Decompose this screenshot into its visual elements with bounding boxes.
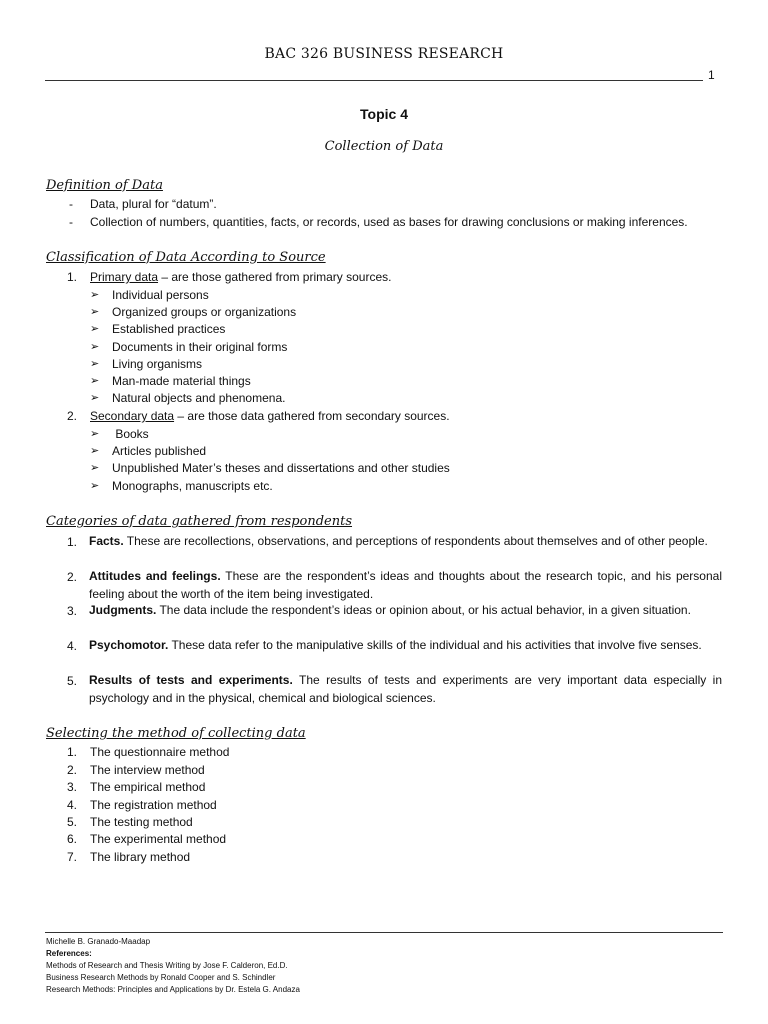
arrow-bullet-icon: ➢ <box>90 462 100 474</box>
list-item: Natural objects and phenomena. <box>112 391 286 405</box>
list-item: The questionnaire method <box>90 745 230 759</box>
arrow-bullet-icon: ➢ <box>90 428 100 440</box>
arrow-bullet-icon: ➢ <box>90 306 100 318</box>
list-item: Unpublished Mater’s theses and dissertations and other studies <box>112 461 450 475</box>
arrow-bullet-icon: ➢ <box>90 480 100 492</box>
list-item: Established practices <box>112 322 226 336</box>
footer-rule <box>45 932 723 933</box>
list-item: The experimental method <box>90 832 227 846</box>
footer-author: Michelle B. Granado-Maadap <box>46 937 151 946</box>
list-item: Living organisms <box>112 357 203 371</box>
list-item: Individual persons <box>112 288 209 302</box>
list-item: Man-made material things <box>112 374 251 388</box>
arrow-bullet-icon: ➢ <box>90 445 100 457</box>
list-item: Articles published <box>112 444 207 458</box>
list-item: Monographs, manuscripts etc. <box>112 479 273 493</box>
methods-heading: Selecting the method of collecting data <box>46 726 306 741</box>
arrow-bullet-icon: ➢ <box>90 375 100 387</box>
list-item: The registration method <box>90 798 217 812</box>
list-item: Organized groups or organizations <box>112 305 297 319</box>
arrow-bullet-icon: ➢ <box>90 341 100 353</box>
classification-heading: Classification of Data According to Source <box>46 250 326 265</box>
topic-heading: Topic 4 <box>360 106 408 122</box>
document-title: Collection of Data <box>324 139 444 154</box>
list-item: The interview method <box>90 763 205 777</box>
list-item: The testing method <box>90 815 193 829</box>
footer-reference: Methods of Research and Thesis Writing by Jose F. Calderon, Ed.D. <box>46 961 288 970</box>
course-header: BAC 326 BUSINESS RESEARCH <box>264 46 504 62</box>
primary-data-term: Primary data <box>90 270 159 284</box>
list-item: Documents in their original forms <box>112 340 288 354</box>
secondary-data-term: Secondary data <box>90 409 175 423</box>
categories-heading: Categories of data gathered from respondents <box>46 514 353 529</box>
arrow-bullet-icon: ➢ <box>90 289 100 301</box>
list-item: The empirical method <box>90 780 206 794</box>
page-number: 1 <box>708 68 715 82</box>
header-rule <box>45 80 703 81</box>
list-item: Books <box>112 427 149 441</box>
arrow-bullet-icon: ➢ <box>90 392 100 404</box>
arrow-bullet-icon: ➢ <box>90 323 100 335</box>
secondary-data-desc: – are those data gathered from secondary sources. <box>174 409 450 423</box>
list-item: The library method <box>90 850 191 864</box>
definition-heading: Definition of Data <box>46 178 163 193</box>
footer-reference: Business Research Methods by Ronald Cooper and S. Schindler <box>46 973 276 982</box>
footer-references-label: References: <box>46 949 92 958</box>
footer-reference: Research Methods: Principles and Applications by Dr. Estela G. Andaza <box>46 985 300 994</box>
primary-data-desc: – are those gathered from primary sources. <box>158 270 392 284</box>
arrow-bullet-icon: ➢ <box>90 358 100 370</box>
